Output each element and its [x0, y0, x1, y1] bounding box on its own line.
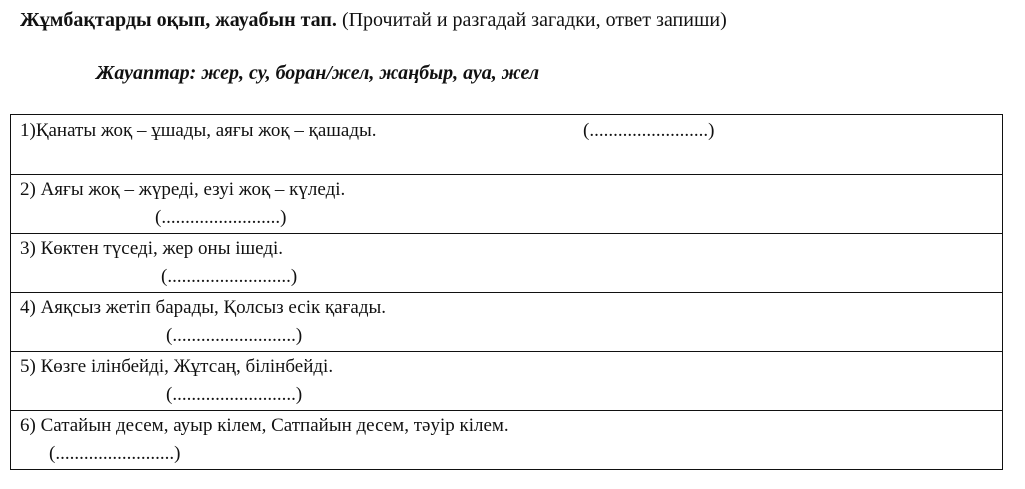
riddle-row-5 [11, 352, 1002, 411]
answer-blank[interactable]: (.........................) [155, 207, 287, 228]
riddle-question: 1)Қанаты жоқ – ұшады, аяғы жоқ – қашады. [20, 120, 377, 141]
riddle-question: 5) Көзге ілінбейді, Жұтсаң, білінбейді. [20, 356, 334, 377]
riddle-row-6 [11, 411, 1002, 469]
riddle-row-2 [11, 175, 1002, 234]
answer-blank[interactable]: (.........................) [583, 120, 715, 141]
heading-bold: Жұмбақтарды оқып, жауабын тап. [20, 9, 337, 31]
answers-line: Жауаптар: жер, су, боран/жел, жаңбыр, ауа, жел [96, 62, 540, 84]
answer-blank[interactable]: (..........................) [166, 384, 303, 405]
riddle-question: 6) Сатайын десем, ауыр кілем, Сатпайын десем, тәуір кілем. [20, 415, 509, 436]
riddles-table [10, 114, 1003, 470]
riddle-question: 4) Аяқсыз жетіп барады, Қолсыз есік қағады. [20, 297, 387, 318]
answer-blank[interactable]: (.........................) [49, 443, 181, 464]
riddle-question: 3) Көктен түседі, жер оны ішеді. [20, 238, 284, 259]
riddle-question: 2) Аяғы жоқ – жүреді, езуі жоқ – күледі. [20, 179, 346, 200]
riddle-row-1 [11, 115, 1002, 175]
answer-blank[interactable]: (..........................) [161, 266, 298, 287]
riddle-row-4 [11, 293, 1002, 352]
answer-blank[interactable]: (..........................) [166, 325, 303, 346]
riddle-row-3 [11, 234, 1002, 293]
page-heading [20, 8, 727, 32]
heading-translation: (Прочитай и разгадай загадки, ответ запиши) [341, 9, 727, 31]
